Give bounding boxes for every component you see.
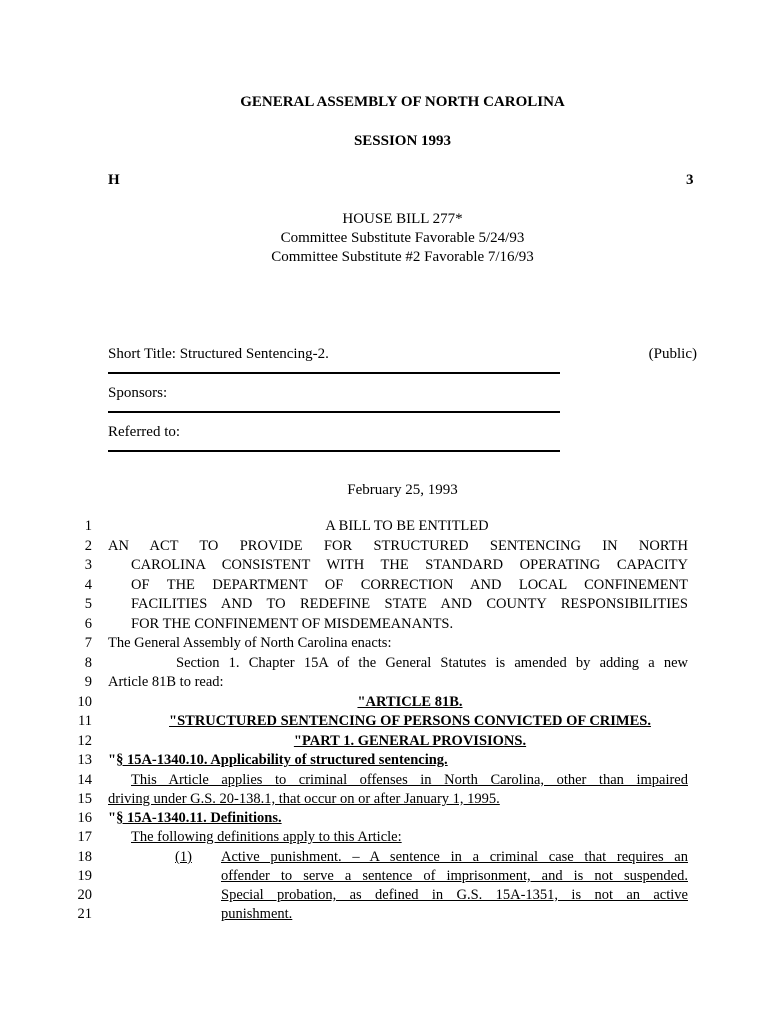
line-number: 18	[77, 849, 92, 865]
act-title-line: OF THE DEPARTMENT OF CORRECTION AND LOCAL CONFINEMENT	[131, 577, 688, 593]
section-1-text: Section 1. Chapter 15A of the General Statutes is amended by adding a new	[176, 655, 688, 671]
line-number: 10	[77, 694, 92, 710]
line-number: 6	[84, 616, 92, 632]
definition-text: punishment.	[221, 906, 293, 922]
section-heading-text: § 15A-1340.11. Definitions.	[116, 810, 282, 826]
section-heading	[108, 810, 282, 827]
referred-rule	[108, 450, 560, 452]
line-number: 3	[84, 557, 92, 573]
open-quote: "	[108, 752, 117, 768]
sponsors-rule	[108, 411, 560, 413]
sponsors-label: Sponsors:	[108, 385, 168, 401]
act-title-line: CAROLINA CONSISTENT WITH THE STANDARD OPERATING CAPACITY	[131, 557, 688, 573]
definition-text: Active punishment. – A sentence in a criminal case that requires an	[221, 849, 688, 865]
article-title: "STRUCTURED SENTENCING OF PERSONS CONVICTED OF CRIMES.	[169, 713, 651, 729]
line-number: 9	[84, 674, 92, 690]
line-number: 2	[84, 538, 92, 554]
section-text: This Article applies to criminal offenses in North Carolina, other than impaired	[131, 772, 688, 788]
act-title-line: AN ACT TO PROVIDE FOR STRUCTURED SENTENCING IN NORTH	[108, 538, 688, 554]
chamber-letter: H	[108, 172, 120, 188]
article-heading: "ARTICLE 81B.	[357, 694, 463, 710]
definition-item-number: (1)	[175, 849, 192, 865]
bill-number: HOUSE BILL 277*	[342, 211, 463, 227]
line-number: 13	[77, 752, 92, 768]
section-text: The following definitions apply to this Article:	[131, 829, 402, 845]
part-heading: "PART 1. GENERAL PROVISIONS.	[293, 733, 527, 749]
committee-substitute-2: Committee Substitute #2 Favorable 7/16/93	[271, 249, 534, 265]
referred-label: Referred to:	[108, 424, 181, 440]
assembly-title: GENERAL ASSEMBLY OF NORTH CAROLINA	[240, 94, 565, 110]
section-1-text: Article 81B to read:	[108, 674, 224, 690]
session-title: SESSION 1993	[353, 133, 452, 149]
line-number: 17	[77, 829, 92, 845]
version-number: 3	[686, 172, 694, 188]
line-number: 19	[77, 868, 92, 884]
line-number: 15	[77, 791, 92, 807]
line-number: 11	[78, 713, 92, 729]
line-number: 16	[77, 810, 92, 826]
short-title-rule	[108, 372, 560, 374]
short-title: Short Title: Structured Sentencing-2.	[108, 346, 329, 362]
line-number: 20	[77, 887, 92, 903]
open-quote: "	[108, 810, 117, 826]
act-title-line: FOR THE CONFINEMENT OF MISDEMEANANTS.	[131, 616, 454, 632]
line-number: 8	[84, 655, 92, 671]
definition-text: offender to serve a sentence of imprisonment, and is not suspended.	[221, 868, 688, 884]
line-number: 7	[84, 635, 92, 651]
section-heading-text: § 15A-1340.10. Applicability of structured sentencing.	[116, 752, 448, 768]
enacting-clause: The General Assembly of North Carolina enacts:	[108, 635, 392, 651]
line-number: 14	[77, 772, 92, 788]
bill-date: February 25, 1993	[347, 482, 458, 498]
section-heading	[108, 752, 448, 769]
line-number: 21	[77, 906, 92, 922]
bill-heading: A BILL TO BE ENTITLED	[325, 518, 489, 534]
line-number: 5	[84, 596, 92, 612]
committee-substitute-1: Committee Substitute Favorable 5/24/93	[280, 230, 525, 246]
act-title-line: FACILITIES AND TO REDEFINE STATE AND COUNTY RESPONSIBILITIES	[131, 596, 688, 612]
public-label: (Public)	[648, 346, 697, 362]
line-number: 12	[77, 733, 92, 749]
definition-text: Special probation, as defined in G.S. 15A-1351, is not an active	[221, 887, 688, 903]
section-text: driving under G.S. 20-138.1, that occur on or after January 1, 1995.	[108, 791, 500, 807]
line-number: 4	[84, 577, 92, 593]
line-number: 1	[84, 518, 92, 534]
